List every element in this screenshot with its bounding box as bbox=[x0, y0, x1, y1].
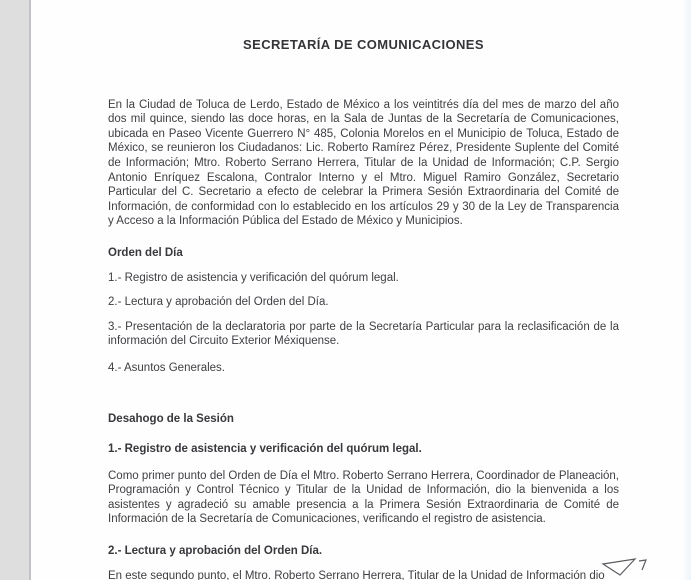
agenda-item-1: 1.- Registro de asistencia y verificación del quórum legal. bbox=[108, 271, 399, 284]
section-1-paragraph: Como primer punto del Orden de Día el Mtro. Roberto Serrano Herrera, Coordinador de Planeación, Programación y Control Técnico y Titular de la Unidad de Información, dio la bienvenida a los asistentes y agradeció su amable presencia a la Primera Sesión Extraordinaria de Comité de Información de la Secretaría de Comunicaciones, verificando el registro de asistencia. bbox=[108, 469, 619, 526]
agenda-item-2: 2.- Lectura y aprobación del Orden del Día. bbox=[108, 296, 329, 309]
agenda-item-4: 4.- Asuntos Generales. bbox=[108, 361, 225, 374]
page-right-edge bbox=[682, 0, 691, 580]
section-2-heading: 2.- Lectura y aprobación del Orden Día. bbox=[108, 545, 323, 558]
rubric-triangle-icon bbox=[601, 556, 653, 580]
agenda-item-3: 3.- Presentación de la declaratoria por parte de la Secretaría Particular para la reclasificación de la información del Circuito Exterior Méxiquense. bbox=[108, 320, 619, 348]
document-page bbox=[31, 0, 691, 580]
intro-paragraph: En la Ciudad de Toluca de Lerdo, Estado de México a los veintitrés día del mes de marzo del año dos mil quince, siendo las doce horas, en la Sala de Juntas de la Secretaría de Comunicaciones, ubicada en Paseo Vicente Guerrero N° 485, Colonia Morelos en el Municipio de Toluca, Estado de México, se reunieron los Ciudadanos: Lic. Roberto Ramírez Pérez, Presidente Suplente del Comité de Información; Mtro. Roberto Serrano Herrera, Titular de la Unidad de Información; C.P. Sergio Antonio Enríquez Escalona, Contralor Interno y el Mtro. Miguel Ramiro González, Secretario Particular del C. Secretario a efecto de celebrar la Primera Sesión Extraordinaria del Comité de Información, de conformidad con lo establecido en los artículos 29 y 30 de la Ley de Transparencia y Acceso a la Información Pública del Estado de México y Municipios. bbox=[108, 98, 619, 228]
document-title: SECRETARÍA DE COMUNICACIONES bbox=[243, 37, 484, 52]
orden-del-dia-heading: Orden del Día bbox=[108, 246, 183, 259]
section-2-paragraph-partial: En este segundo punto, el Mtro. Roberto Serrano Herrera, Titular de la Unidad de Información dio bbox=[108, 569, 605, 580]
viewer-gutter bbox=[0, 0, 31, 580]
text-column bbox=[108, 38, 619, 580]
rubric-mark bbox=[601, 556, 653, 580]
section-1-heading: 1.- Registro de asistencia y verificación del quórum legal. bbox=[108, 443, 422, 456]
desahogo-heading: Desahogo de la Sesión bbox=[108, 412, 234, 425]
